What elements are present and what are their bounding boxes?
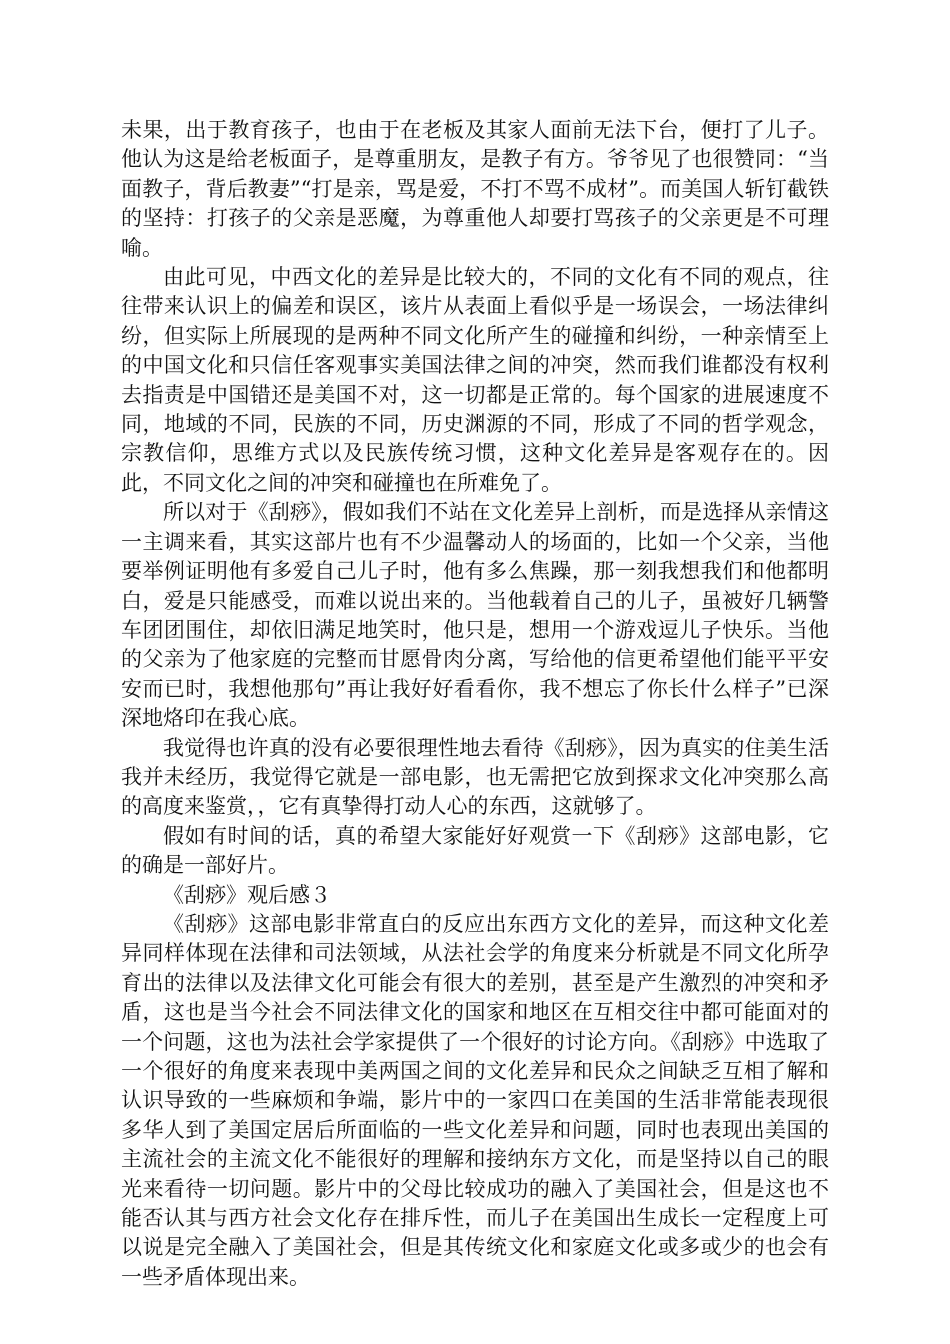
- document-body: [121, 116, 829, 1292]
- paragraph-continuation: 未果，出于教育孩子，也由于在老板及其家人面前无法下台，便打了儿子。他认为这是给老板面子，是尊重朋友，是教子有方。爷爷见了也很赞同：“当面教子，背后教妻”“打是亲，骂是爱，不打不骂不成材”。而美国人斩钉截铁的坚持：打孩子的父亲是恶魔，为尊重他人却要打骂孩子的父亲更是不可理喻。: [121, 118, 829, 260]
- paragraph-personal-view: 我觉得也许真的没有必要很理性地去看待《刮痧》，因为真实的住美生活我并未经历，我觉得它就是一部电影，也无需把它放到探求文化冲突那么高的高度来鉴赏，，它有真挚得打动人心的东西，这就够了。: [121, 735, 829, 819]
- section-heading: 《刮痧》观后感３: [163, 882, 331, 907]
- paragraph-family-affection: 所以对于《刮痧》，假如我们不站在文化差异上剖析，而是选择从亲情这一主调来看，其实这部片也有不少温馨动人的场面的，比如一个父亲，当他要举例证明他有多爱自己儿子时，他有多么焦躁，那一刻我想我们和他都明白，爱是只能感受，而难以说出来的。当他载着自己的儿子，虽被好几辆警车团团围住，却依旧满足地笑时，他只是，想用一个游戏逗儿子快乐。当他的父亲为了他家庭的完整而甘愿骨肉分离，写给他的信更希望他们能平平安安而已时，我想他那句”再让我好好看看你，我不想忘了你长什么样子”已深深地烙印在我心底。: [121, 500, 829, 731]
- paragraph-recommendation: 假如有时间的话，真的希望大家能好好观赏一下《刮痧》这部电影，它的确是一部好片。: [121, 823, 829, 878]
- paragraph-cultural-difference: 由此可见，中西文化的差异是比较大的，不同的文化有不同的观点，往往带来认识上的偏差和误区，该片从表面上看似乎是一场误会，一场法律纠纷，但实际上所展现的是两种不同文化所产生的碰撞和纠纷，一种亲情至上的中国文化和只信任客观事实美国法律之间的冲突，然而我们谁都没有权利去指责是中国错还是美国不对，这一切都是正常的。每个国家的进展速度不同，地域的不同，民族的不同，历史渊源的不同，形成了不同的哲学观念，宗教信仰，思维方式以及民族传统习惯，这种文化差异是客观存在的。因此，不同文化之间的冲突和碰撞也在所难免了。: [121, 265, 829, 495]
- paragraph-law-culture: 《刮痧》这部电影非常直白的反应出东西方文化的差异，而这种文化差异同样体现在法律和司法领域，从法社会学的角度来分析就是不同文化所孕育出的法律以及法律文化可能会有很大的差别，甚至是产生激烈的冲突和矛盾，这也是当今社会不同法律文化的国家和地区在互相交往中都可能面对的一个问题，这也为法社会学家提供了一个很好的讨论方向。《刮痧》中选取了一个很好的角度来表现中美两国之间的文化差异和民众之间缺乏互相了解和认识导致的一些麻烦和争端，影片中的一家四口在美国的生活非常能表现很多华人到了美国定居后所面临的一些文化差异和问题，同时也表现出美国的主流社会的主流文化不能很好的理解和接纳东方文化，而是坚持以自己的眼光来看待一切问题。影片中的父母比较成功的融入了美国社会，但是这也不能否认其与西方社会文化存在排斥性，而儿子在美国出生成长一定程度上可以说是完全融入了美国社会，但是其传统文化和家庭文化或多或少的也会有一些矛盾体现出来。: [121, 911, 829, 1289]
